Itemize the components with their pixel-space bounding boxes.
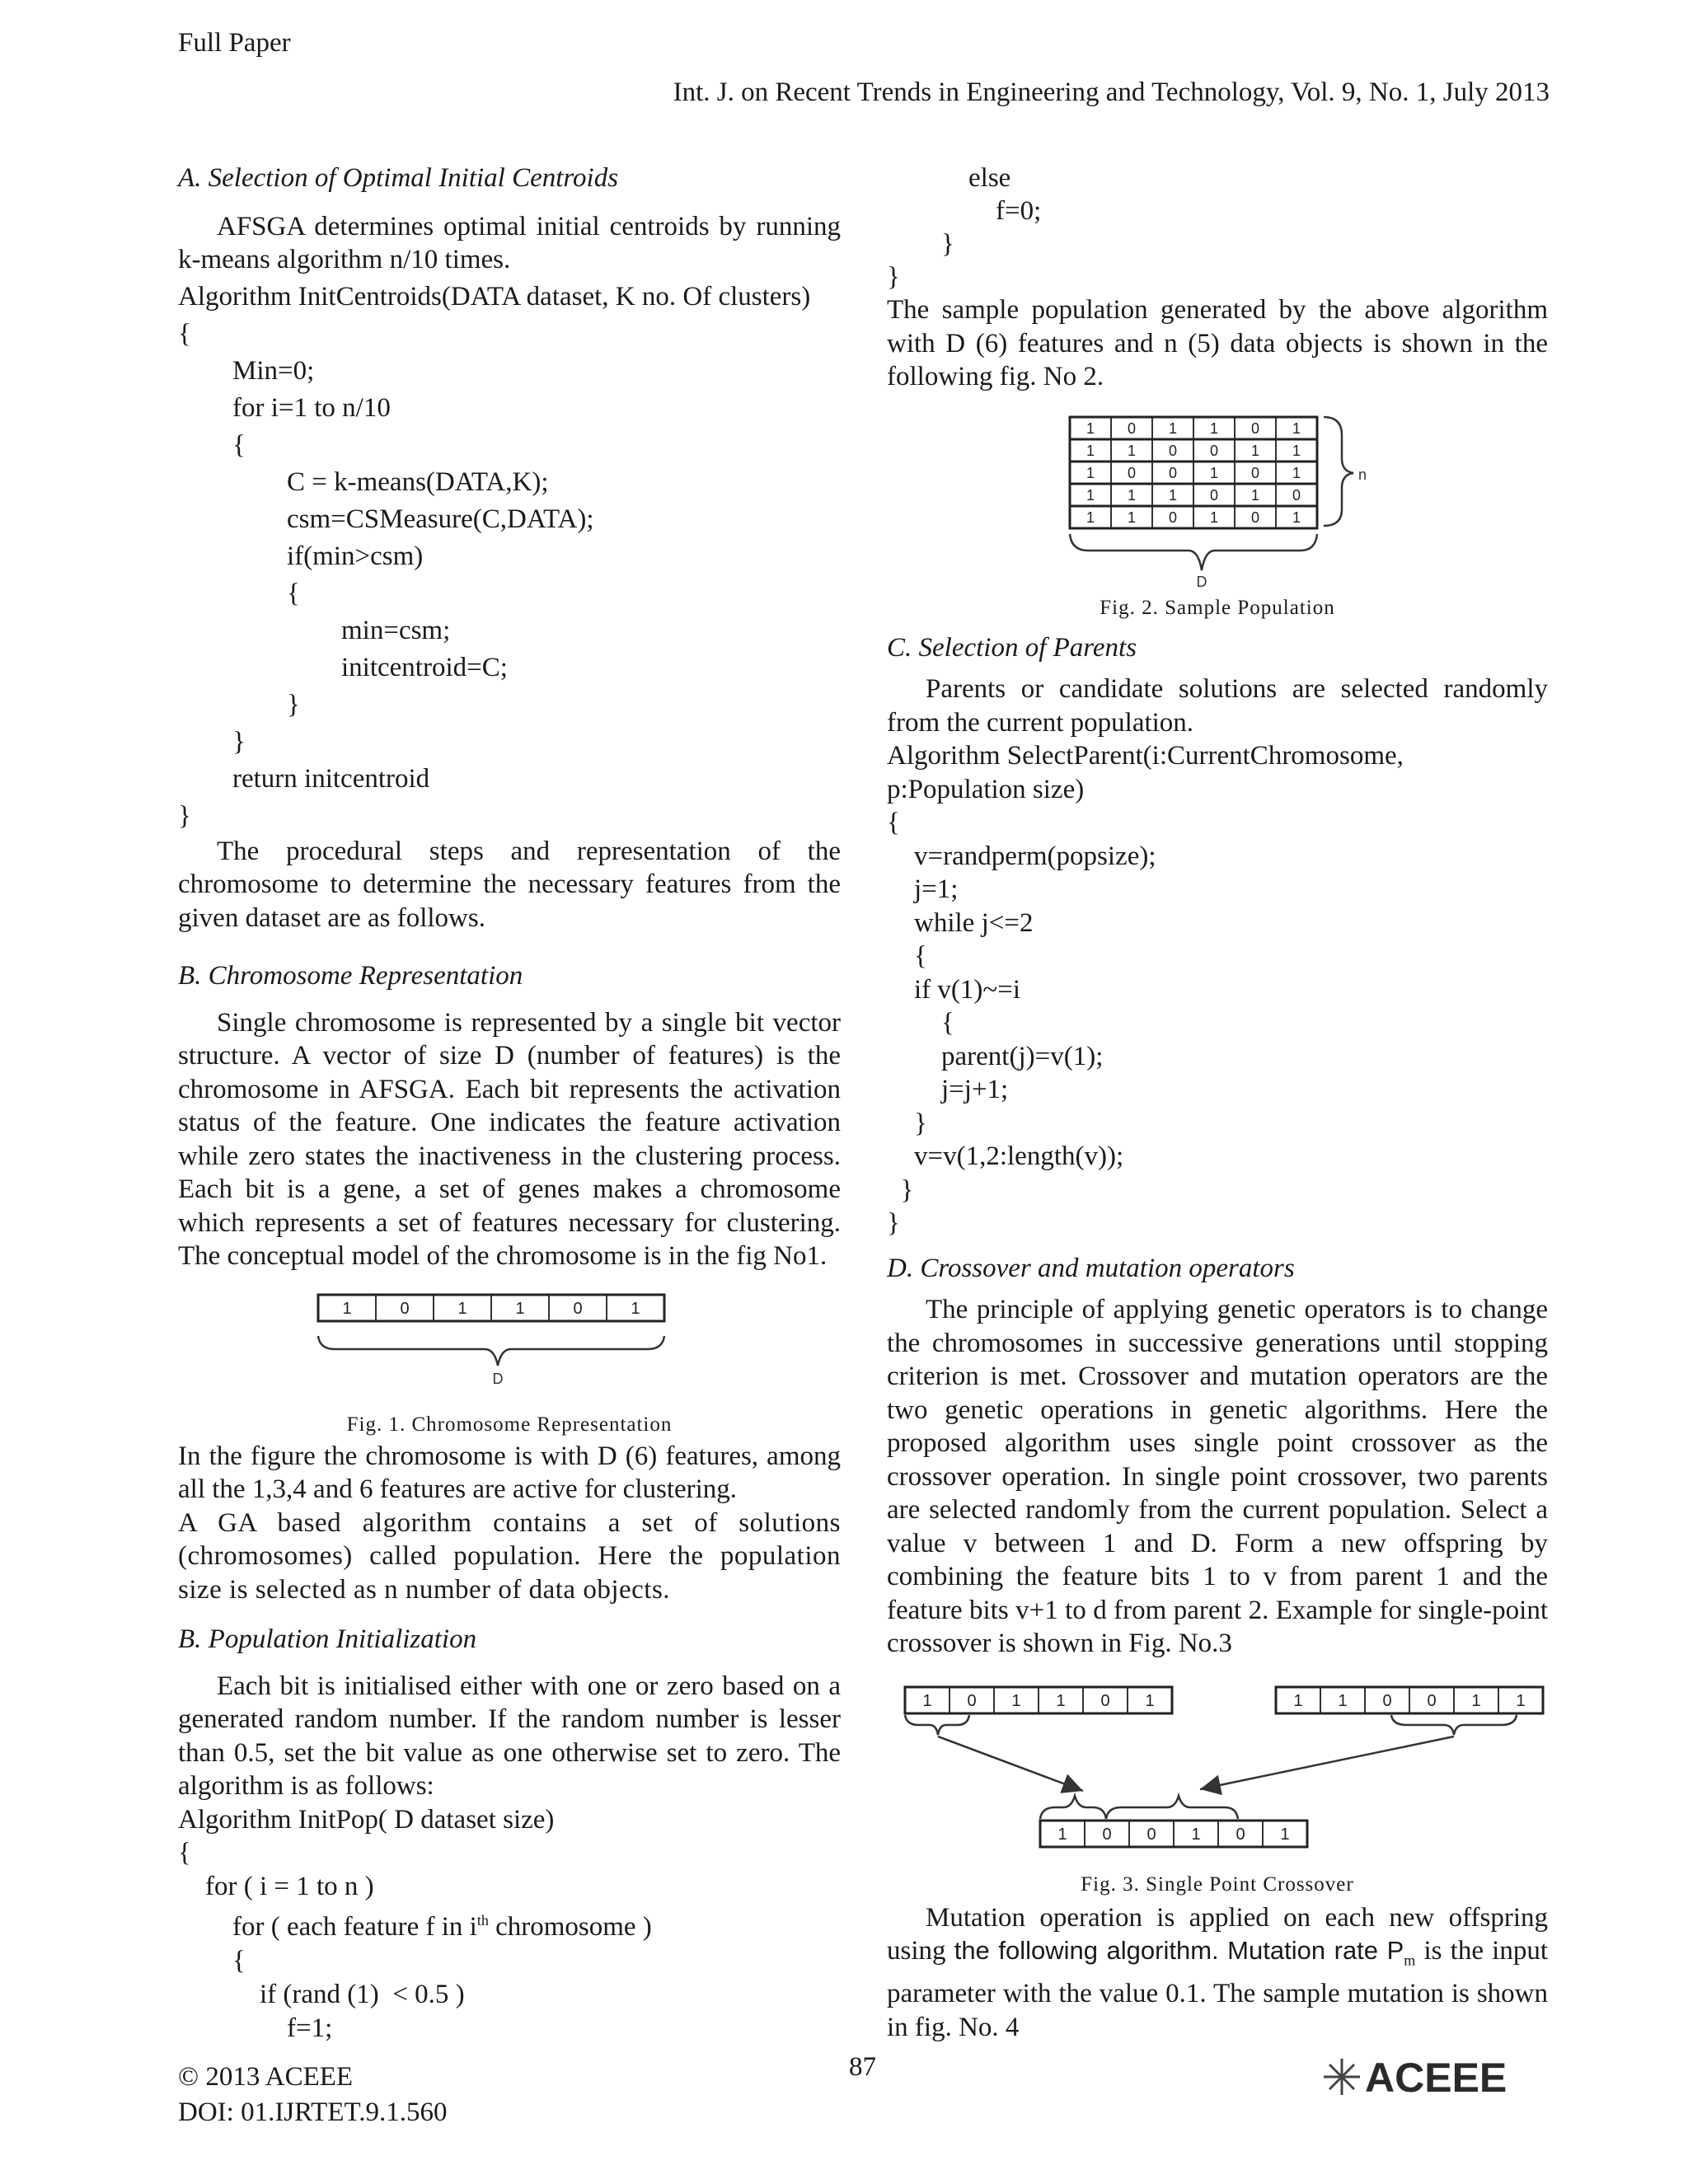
chromosome-bit-value: 0 xyxy=(573,1299,583,1318)
code-line: { xyxy=(178,578,300,608)
population-bit-value: 0 xyxy=(1250,464,1260,481)
code-line: Algorithm InitCentroids(DATA dataset, K no. Of clusters) xyxy=(178,281,811,312)
offspring-bit-value: 0 xyxy=(1102,1825,1112,1844)
figure-1 xyxy=(178,1285,841,1408)
section-b2-title: B. Population Initialization xyxy=(178,1624,477,1654)
fig1-label-d: D xyxy=(492,1370,504,1387)
population-bit-value: 0 xyxy=(1250,419,1260,437)
brace-child-right xyxy=(1106,1796,1238,1819)
population-bit-value: 0 xyxy=(1209,442,1219,459)
parent1-bit-value: 0 xyxy=(967,1691,977,1710)
code-line: for i=1 to n/10 xyxy=(178,392,391,423)
right-column xyxy=(887,162,1548,2044)
parent2-bit-value: 0 xyxy=(1427,1691,1437,1710)
section-a-title: A. Selection of Optimal Initial Centroids xyxy=(178,163,619,193)
population-bit-value: 0 xyxy=(1168,509,1178,526)
brace-child-left xyxy=(1040,1796,1106,1819)
section-c-title: C. Selection of Parents xyxy=(887,632,1137,663)
code-line: if v(1)~=i xyxy=(887,974,1021,1005)
population-bit-value: 1 xyxy=(1085,509,1095,526)
chromosome-bit-value: 1 xyxy=(457,1299,467,1318)
population-bit-value: 0 xyxy=(1250,509,1260,526)
population-bit-value: 1 xyxy=(1168,486,1178,504)
offspring-bit-value: 1 xyxy=(1280,1825,1290,1844)
logo-text: ACEEE xyxy=(1365,2055,1507,2101)
code-line: if(min>csm) xyxy=(178,541,424,571)
parent-1-bits xyxy=(905,1687,1172,1713)
code-line: f=1; xyxy=(178,2013,333,2043)
aceee-logo xyxy=(1317,2052,1551,2102)
sample-population-paragraph: The sample population generated by the above algorithm with D (6) features and n (5) data objects is shown in the following fig. No 2. xyxy=(887,295,1548,391)
code-line: } xyxy=(887,1208,900,1238)
code-line: return initcentroid xyxy=(178,763,430,794)
code-line: { xyxy=(887,808,900,837)
code-line: parent(j)=v(1); xyxy=(887,1041,1104,1071)
code-line: { xyxy=(178,1838,191,1868)
code-line-with-superscript: for ( each feature f in $i^{th}$ chromosome ) xyxy=(178,1912,652,1942)
population-bit-value: 0 xyxy=(1168,442,1178,459)
logo-mark xyxy=(1317,2052,1551,2102)
crossover-diagram xyxy=(887,1675,1548,1865)
code-line: v=randperm(popsize); xyxy=(887,841,1156,871)
after-algorithm-paragraph: The procedural steps and representation of the chromosome to determine the necessary features from the given dataset are as follows. xyxy=(178,836,841,933)
star-icon xyxy=(1324,2059,1360,2095)
code-line: Min=0; xyxy=(178,355,315,386)
offspring-bit-value: 0 xyxy=(1146,1825,1156,1844)
code-line: } xyxy=(887,229,954,259)
chromosome-bit-value: 0 xyxy=(400,1299,410,1318)
population-bit-value: 1 xyxy=(1127,442,1137,459)
section-d-title: D. Crossover and mutation operators xyxy=(887,1253,1295,1283)
algorithm-selectparent-title: Algorithm SelectParent(i:CurrentChromosome, p:Population size) xyxy=(887,741,1404,804)
population-bit-value: 1 xyxy=(1292,442,1301,459)
figure-2-caption: Fig. 2. Sample Population xyxy=(1100,596,1335,619)
page-number: 87 xyxy=(849,2052,876,2082)
parent1-bit-value: 0 xyxy=(1100,1691,1110,1710)
population-bit-value: 1 xyxy=(1250,486,1260,504)
population-bit-value: 0 xyxy=(1127,464,1137,481)
chromosome-bit-value: 1 xyxy=(631,1299,640,1318)
parent-2-bits xyxy=(1276,1687,1543,1713)
population-bit-value: 1 xyxy=(1292,509,1301,526)
footer-doi: DOI: 01.IJRTET.9.1.560 xyxy=(178,2097,448,2127)
algorithm-initpop-continued xyxy=(887,162,1548,293)
chromosome-bit-value: 1 xyxy=(342,1299,352,1318)
parent2-bit-value: 1 xyxy=(1471,1691,1481,1710)
fig2-label-d: D xyxy=(1196,573,1207,590)
population-bit-value: 0 xyxy=(1292,486,1301,504)
code-line: { xyxy=(887,941,927,971)
left-column xyxy=(178,162,841,2046)
section-d-paragraph: The principle of applying genetic operators is to change the chromosomes in successive generations until stopping criterion is met. Crossover and mutation operators are the two genetic operations in genetic algorithms. Here the proposed algorithm uses single point crossover as the crossover operation. In single point crossover, two parents are selected randomly from the current population. Select a value v between 1 and D. Form a new offspring by combining the feature bits 1 to v from parent 1 and the feature bits v+1 to d from parent 2. Example for single-point crossover is shown in Fig. No.3 xyxy=(887,1295,1548,1658)
code-line: min=csm; xyxy=(178,615,451,645)
section-b2-paragraph: Each bit is initialised either with one or zero based on a generated random number. If the random number is lesser than 0.5, set the bit value as one otherwise set to zero. The algorithm is as follows: xyxy=(178,1671,841,1801)
code-line: { xyxy=(887,1008,954,1038)
chromosome-bits xyxy=(318,1295,664,1321)
section-c-paragraph: Parents or candidate solutions are selected randomly from the current population. xyxy=(887,674,1548,738)
code-line: { xyxy=(178,1946,246,1975)
figure-2 xyxy=(887,410,1548,592)
population-bit-value: 1 xyxy=(1127,486,1137,504)
population-bit-value: 1 xyxy=(1127,509,1137,526)
code-line: } xyxy=(178,689,300,719)
code-line: v=v(1,2:length(v)); xyxy=(887,1141,1124,1171)
section-b-title: B. Chromosome Representation xyxy=(178,961,523,991)
arrow-parent-1 xyxy=(938,1736,1083,1791)
population-bit-value: 1 xyxy=(1209,464,1219,481)
offspring-bit-value: 1 xyxy=(1191,1825,1201,1844)
code-line: } xyxy=(887,262,900,292)
population-bit-value: 1 xyxy=(1250,442,1260,459)
brace-parent-2 xyxy=(1391,1715,1517,1735)
population-bit-value: 0 xyxy=(1209,486,1219,504)
population-bit-value: 1 xyxy=(1085,464,1095,481)
running-header-left: Full Paper xyxy=(178,28,291,58)
offspring-bit-value: 1 xyxy=(1057,1825,1067,1844)
population-bit-value: 1 xyxy=(1209,419,1219,437)
population-bit-value: 1 xyxy=(1085,442,1095,459)
brace-parent-1 xyxy=(905,1715,969,1735)
code-line: else xyxy=(887,163,1011,193)
code-line: f=0; xyxy=(887,196,1042,226)
code-line: while j<=2 xyxy=(887,907,1034,938)
offspring-bit-value: 0 xyxy=(1236,1825,1245,1844)
code-line: j=j+1; xyxy=(887,1075,1009,1104)
figure-1-caption: Fig. 1. Chromosome Representation xyxy=(346,1413,673,1436)
mutation-paragraph: Mutation operation is applied on each new offspring using the following algorithm. Mutation rate $P_m$ is the input parameter with the value 0.1. The sample mutation is shown in fig. No. 4 xyxy=(887,1902,1548,2042)
population-bit-value: 1 xyxy=(1292,464,1301,481)
population-bit-value: 1 xyxy=(1209,509,1219,526)
parent1-bit-value: 1 xyxy=(922,1691,932,1710)
parent2-bit-value: 1 xyxy=(1338,1691,1348,1710)
code-line: } xyxy=(887,1174,914,1205)
parent1-bit-value: 1 xyxy=(1011,1691,1021,1710)
brace-n xyxy=(1324,417,1353,526)
code-line: { xyxy=(178,429,246,460)
arrow-parent-2 xyxy=(1200,1736,1454,1789)
footer-copyright: © 2013 ACEEE xyxy=(178,2062,354,2092)
population-matrix-diagram xyxy=(887,410,1548,592)
parent2-bit-value: 1 xyxy=(1516,1691,1526,1710)
parent2-bit-value: 0 xyxy=(1382,1691,1392,1710)
code-line: csm=CSMeasure(C,DATA); xyxy=(178,504,594,534)
code-line: { xyxy=(178,318,191,349)
fig1-explanation: In the figure the chromosome is with D (6) features, among all the 1,3,4 and 6 features are active for clustering. xyxy=(178,1441,841,1504)
offspring-bits xyxy=(1040,1821,1307,1847)
parent1-bit-value: 1 xyxy=(1145,1691,1155,1710)
brace-d xyxy=(1070,534,1317,570)
population-bit-value: 1 xyxy=(1168,419,1178,437)
algorithm-initpop-title: Algorithm InitPop( D dataset size) xyxy=(178,1804,555,1835)
algorithm-initcentroids xyxy=(178,279,841,835)
population-bit-value: 0 xyxy=(1127,419,1137,437)
code-line: C = k-means(DATA,K); xyxy=(178,466,549,497)
code-line: } xyxy=(887,1108,927,1138)
parent1-bit-value: 1 xyxy=(1056,1691,1066,1710)
algorithm-initpop xyxy=(178,1836,841,2046)
code-line: j=1; xyxy=(887,874,959,904)
code-line: if (rand (1) < 0.5 ) xyxy=(178,1980,465,2009)
brace xyxy=(318,1336,664,1366)
population-paragraph: A GA based algorithm contains a set of solutions (chromosomes) called population. Here the population size is selected as n number of data objects. xyxy=(178,1507,841,1605)
parent2-bit-value: 1 xyxy=(1293,1691,1303,1710)
running-header-right: Int. J. on Recent Trends in Engineering and Technology, Vol. 9, No. 1, July 2013 xyxy=(673,77,1550,107)
code-line: } xyxy=(178,726,246,757)
figure-3-caption: Fig. 3. Single Point Crossover xyxy=(1081,1872,1354,1896)
section-a-paragraph: AFSGA determines optimal initial centroids by running k-means algorithm n/10 times. xyxy=(178,211,841,274)
population-grid xyxy=(1070,417,1317,528)
figure-3 xyxy=(887,1675,1548,1865)
population-bit-value: 0 xyxy=(1168,464,1178,481)
section-b-paragraph: Single chromosome is represented by a single bit vector structure. A vector of size D (number of features) is the chromosome in AFSGA. Each bit represents the activation status of the feature. One indicates the feature activation while zero states the inactiveness in the clustering process. Each bit is a gene, a set of genes makes a chromosome which represents a set of features necessary for clustering. The conceptual model of the chromosome is in the fig No1. xyxy=(178,1007,841,1271)
chromosome-diagram xyxy=(178,1285,841,1408)
algorithm-selectparent xyxy=(887,806,1548,1240)
code-line: } xyxy=(178,800,191,831)
population-bit-value: 1 xyxy=(1085,419,1095,437)
code-line: initcentroid=C; xyxy=(178,652,508,682)
fig2-label-n: n xyxy=(1358,466,1367,483)
population-bit-value: 1 xyxy=(1085,486,1095,504)
population-bit-value: 1 xyxy=(1292,419,1301,437)
code-line: for ( i = 1 to n ) xyxy=(178,1872,374,1901)
chromosome-bit-value: 1 xyxy=(515,1299,525,1318)
